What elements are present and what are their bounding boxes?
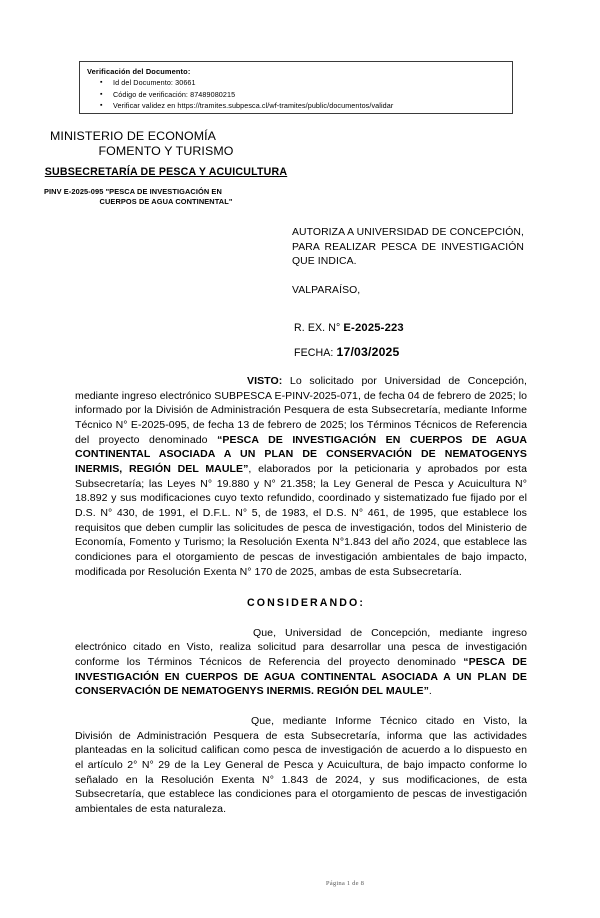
verification-item-code — [100, 89, 512, 101]
bullet-icon: ▪ — [100, 102, 103, 110]
pinv-reference-line-1: PINV E-2025-095 "PESCA DE INVESTIGACIÓN EN — [44, 186, 222, 196]
bullet-icon: ▪ — [100, 90, 103, 98]
verification-list — [87, 77, 512, 112]
verification-item-url[interactable] — [100, 100, 512, 112]
resolution-number-label: R. EX. N° — [294, 322, 341, 334]
subsecretaria-line-2: ACUICULTURA — [208, 166, 288, 179]
bullet-icon: ▪ — [100, 79, 103, 86]
ministry-line-1: MINISTERIO DE ECONOMÍA — [50, 129, 217, 143]
letterhead — [44, 129, 288, 208]
verification-item-id-text: Id del Documento: 30661 — [113, 78, 196, 87]
resolution-date — [294, 345, 400, 361]
visto-project-title: “PESCA DE INVESTIGACIÓN EN CUERPOS DE AGUA CONTINENTAL ASOCIADA A UN PLAN DE CONSERVACIÓN DE NEMATOGENYS INERMIS, REGIÓN DEL MAULE” — [75, 433, 527, 475]
verification-box — [79, 61, 513, 114]
considerando-1-project-title: “PESCA DE INVESTIGACIÓN EN CUERPOS DE AGUA CONTINENTAL ASOCIADA A UN PLAN DE CONSERVACIÓN DE NEMATOGENYS INERMIS. REGIÓN DEL MAULE” — [75, 656, 527, 698]
spacer — [75, 699, 527, 714]
visto-text-1: Lo solicitado por Universidad de Concepción, mediante ingreso electrónico SUBPESCA E-PINV-2025-071, de fecha 04 de febrero de 2025; lo informado por la División de Administración Pesquera de esta Subsecretaría, mediante Informe Técnico N° E-2025-095, de fecha 13 de febrero de 2025; los Términos Técnicos de Referencia del proyecto denominado — [75, 375, 527, 446]
city-line: VALPARAÍSO, — [292, 285, 361, 296]
considerando-1-text-2: . — [428, 685, 432, 698]
considerando-2-text: Que, mediante Informe Técnico citado en Visto, la División de Administración Pesquera de esta Subsecretaría, informa que las actividades planteadas en la solicitud califican como pesca de investigación de acuerdo a lo dispuesto en el artículo 2° N° 29 de la Ley General de Pesca y Acuicultura, de bajo impacto conforme lo señalado en la Resolución Exenta N° 1.843 de 2024, y sus modificaciones, de esta Subsecretaría, que establece las condiciones para el otorgamiento de pescas de investigación ambientales de esta naturaleza. — [75, 715, 527, 815]
resolution-date-value: 17/03/2025 — [336, 345, 400, 359]
visto-lead-label: VISTO: — [247, 375, 283, 387]
document-body — [75, 374, 527, 817]
resolution-number — [294, 321, 404, 336]
page-number-label: Página 1 de 8 — [325, 880, 365, 887]
subsecretaria-line-1: SUBSECRETARÍA DE PESCA Y — [44, 166, 206, 179]
subject-text: AUTORIZA A UNIVERSIDAD DE CONCEPCIÓN, PARA REALIZAR PESCA DE INVESTIGACIÓN QUE INDICA. — [292, 227, 524, 268]
paragraph-considerando-1 — [75, 626, 527, 699]
page-footer — [0, 872, 600, 890]
paragraph-considerando-2 — [75, 714, 527, 817]
verification-title: Verificación del Documento: — [87, 67, 191, 76]
considerando-heading: CONSIDERANDO: — [247, 597, 365, 610]
verification-item-code-text: Código de verificación: 87489080215 — [113, 89, 236, 99]
considerando-1-text-1: Que, Universidad de Concepción, mediante ingreso electrónico citado en Visto, realiza solicitud para desarrollar una pesca de investigación conforme los Términos Técnicos de Referencia del proyecto denominado — [75, 626, 527, 669]
visto-text-2: , elaborados por la peticionaria y aprobados por esta Subsecretaría; las Leyes N° 19.880 y N° 21.358; la Ley General de Pesca y Acuicultura N° 18.892 y sus modificaciones cuyo texto refundido, coordinado y sistematizado fue fijado por el D.S. N° 430, de 1991, el D.F.L. N° 5, de 1983, el D.S. N° 461, de 1995, que establece los requisitos que deben cumplir las solicitudes de pesca de investigación, todos del Ministerio de Economía, Fomento y Turismo; la Resolución Exenta N°1.843 del año 2024, que establece las condiciones para el otorgamiento de pescas de investigación ambientales de bajo impacto, modificada por Resolución Exenta N° 170 de 2025, ambas de esta Subsecretaría. — [75, 462, 527, 578]
subsecretaria-title — [44, 166, 288, 179]
spacer — [75, 611, 527, 626]
paragraph-visto — [75, 374, 527, 579]
pinv-reference — [44, 187, 288, 208]
verification-item-id — [100, 77, 512, 89]
verification-item-url-text[interactable]: Verificar validez en https://tramites.subpesca.cl/wf-tramites/public/documentos/validar — [113, 101, 394, 111]
resolution-number-value: E-2025-223 — [343, 322, 404, 334]
ministry-line-2: FOMENTO Y TURISMO — [98, 144, 234, 159]
pinv-reference-line-2: CUERPOS DE AGUA CONTINENTAL" — [99, 197, 233, 207]
resolution-date-label: FECHA: — [294, 347, 334, 359]
